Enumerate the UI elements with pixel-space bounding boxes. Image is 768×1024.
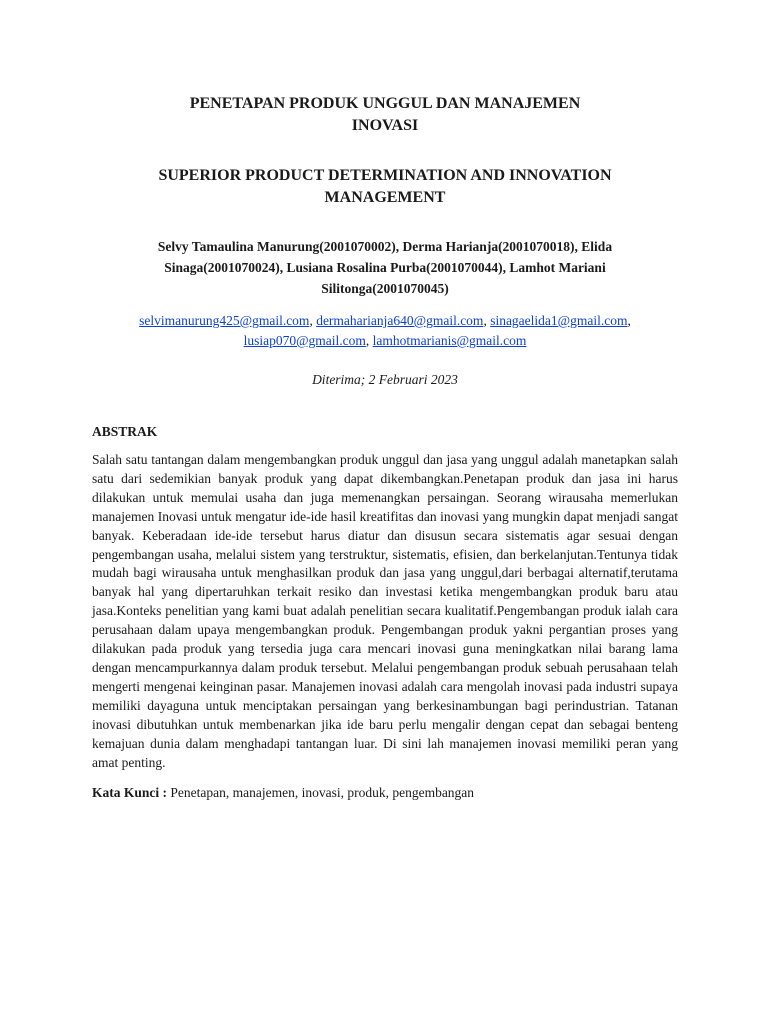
title-indonesian — [152, 93, 618, 137]
title-english — [152, 165, 618, 209]
authors-line1: Selvy Tamaulina Manurung(2001070002), Derma Harianja(2001070018), Elida — [157, 239, 613, 254]
email-link[interactable]: lusiap070@gmail.com — [243, 333, 366, 348]
received-date: Diterima; 2 Februari 2023 — [312, 372, 458, 387]
email-separator: , — [309, 313, 317, 328]
title-indonesian-line2: INOVASI — [351, 117, 419, 134]
author-list — [112, 236, 658, 299]
title-english-line2: MANAGEMENT — [324, 189, 446, 206]
abstract-heading: ABSTRAK — [92, 424, 158, 439]
keywords — [92, 783, 678, 803]
title-english-line1: SUPERIOR PRODUCT DETERMINATION AND INNOVATION — [158, 167, 612, 184]
email-separator: , — [365, 333, 373, 348]
keywords-label: Kata Kunci : — [92, 785, 168, 801]
authors-line2: Sinaga(2001070024), Lusiana Rosalina Purba(2001070044), Lamhot Mariani — [164, 260, 606, 275]
email-separator: , — [627, 313, 631, 328]
title-indonesian-line1: PENETAPAN PRODUK UNGGUL DAN MANAJEMEN — [189, 95, 581, 112]
email-separator: , — [483, 313, 491, 328]
email-link[interactable]: dermaharianja640@gmail.com — [316, 313, 484, 328]
email-list — [92, 311, 678, 351]
abstract-body: Salah satu tantangan dalam mengembangkan produk unggul dan jasa yang unggul adalah manetapkan salah satu dari sedemikian banyak produk yang dapat dikembangkan.Penetapan produk dan jasa ini harus dilakukan untuk memulai usaha dan juga memenangkan persaingan. Seorang wirausaha memerlukan manajemen Inovasi untuk mengatur ide-ide hasil kreatifitas dan inovasi yang mungkin dapat menjadi sangat banyak. Keberadaan ide-ide tersebut harus diatur dan disusun secara sistematis agar sesuai dengan pengembangan usaha, melalui sistem yang terstruktur, sistematis, efisien, dan berkelanjutan.Tentunya tidak mudah bagi wirausaha untuk menghasilkan produk dan jasa yang unggul,dari berbagai alternatif,terutama banyak hal yang dipertaruhkan terkait resiko dan investasi ketika mengembangkan produk baru atau jasa.Konteks penelitian yang kami buat adalah penelitian secara kualitatif.Pengembangan produk ialah cara perusahaan dalam upaya mengembangkan produk. Pengembangan produk yakni pergantian proses yang dilakukan pada produk yang tersedia juga cara mencari inovasi guna meningkatkan nilai barang lama dengan mencampurkannya dalam produk tersebut. Melalui pengembangan produk sebuah perusahaan telah mengerti mengenai keinginan pasar. Manajemen inovasi adalah cara mengolah inovasi pada industri supaya memiliki dayaguna untuk menciptakan persaingan yang berkesinambungan bagi perindustrian. Tatanan inovasi dibutuhkan untuk membenarkan jika ide baru perlu mengalir dengan cepat dan sebagai benteng kemajuan dunia dalam menghadapi tantangan luar. Di sini lah manajemen inovasi memiliki peran yang amat penting. — [92, 452, 678, 770]
authors-line3: Silitonga(2001070045) — [321, 281, 449, 296]
email-link[interactable]: sinagaelida1@gmail.com — [490, 313, 628, 328]
keywords-text: Penetapan, manajemen, inovasi, produk, pengembangan — [167, 785, 475, 801]
email-link[interactable]: lamhotmarianis@gmail.com — [372, 333, 527, 348]
email-link[interactable]: selvimanurung425@gmail.com — [139, 313, 310, 328]
